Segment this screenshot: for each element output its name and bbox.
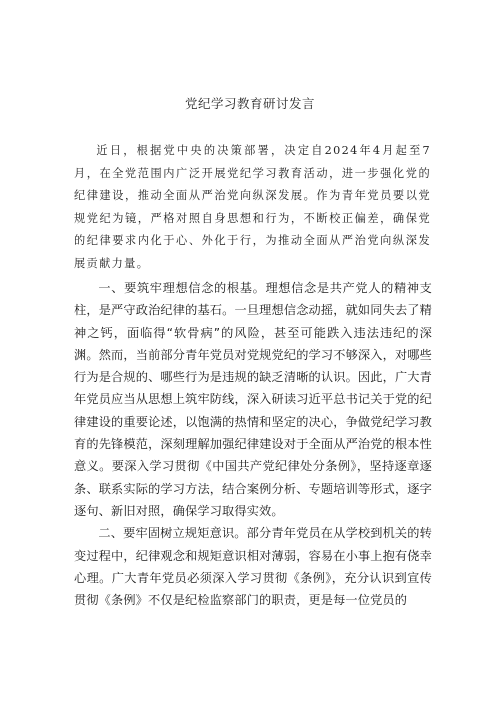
body-paragraph-1: 一、要筑牢理想信念的根基。理想信念是共产党人的精神支柱，是严守政治纪律的基石。一旦理想信念动摇，就如同失去了精神之钙，面临得“软骨病”的风险，甚至可能跌入违法违纪的深渊。然而，当前部分青年党员对党规党纪的学习不够深入，对哪些行为是合规的、哪些行为是违规的缺乏清晰的认识。因此，广大青年党员应当从思想上筑牢防线，深入研读习近平总书记关于党的纪律建设的重要论述，以饱满的热情和坚定的决心，争做党纪学习教育的先锋模范，深刻理解加强纪律建设对于全面从严治党的根本性意义。要深入学习贯彻《中国共产党纪律处分条例》，坚持逐章逐条、联系实际的学习方法，结合案例分析、专题培训等形式，逐字逐句、新旧对照，确保学习取得实效。	[74, 281, 432, 518]
body-paragraph-2: 二、要牢固树立规矩意识。部分青年党员在从学校到机关的转变过程中，纪律观念和规矩意识相对薄弱，容易在小事上抱有侥幸心理。广大青年党员必须深入学习贯彻《条例》，充分认识到宣传贯彻《条例》不仅是纪检监察部门的职责，更是每一位党员的	[74, 526, 432, 608]
intro-paragraph: 近日，根据党中央的决策部署，决定自2024年4月起至7月，在全党范围内广泛开展党纪学习教育活动，进一步强化党的纪律建设，推动全面从严治党向纵深发展。作为青年党员要以党规党纪为镜，严格对照自身思想和行为，不断校正偏差，确保党的纪律要求内化于心、外化于行，为推动全面从严治党向纵深发展贡献力量。	[74, 144, 431, 270]
document-title: 党纪学习教育研讨发言	[184, 96, 315, 111]
document-body	[74, 277, 432, 611]
